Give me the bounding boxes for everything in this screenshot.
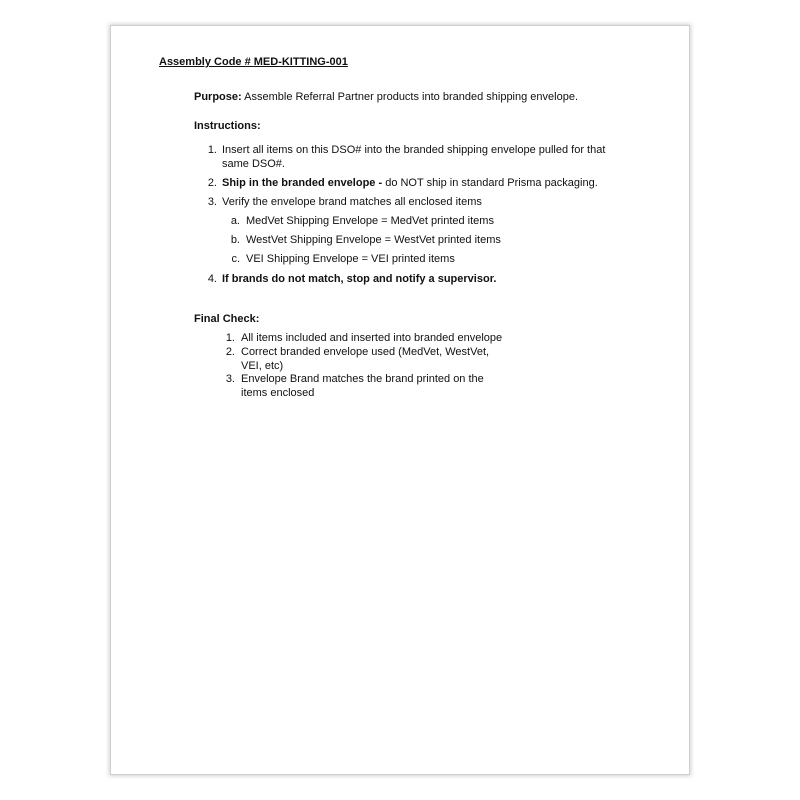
instruction-3-number: 3. (207, 196, 217, 208)
instructions-heading: Instructions: (194, 120, 261, 132)
final-check-2-line2: VEI, etc) (241, 360, 284, 372)
document-page (110, 25, 690, 775)
subitem-b-letter: b. (230, 234, 240, 246)
purpose-text: Assemble Referral Partner products into branded shipping envelope. (241, 91, 578, 103)
instruction-1-line1: Insert all items on this DSO# into the branded shipping envelope pulled for that (222, 144, 606, 156)
subitem-a-text: MedVet Shipping Envelope = MedVet printed items (246, 215, 494, 227)
instruction-4-text: If brands do not match, stop and notify a supervisor. (222, 273, 497, 285)
final-check-heading: Final Check: (194, 313, 260, 325)
assembly-code-title: Assembly Code # MED-KITTING-001 (159, 56, 348, 68)
purpose-line (194, 90, 578, 104)
instruction-1-line2: same DSO#. (222, 158, 285, 170)
instruction-2-line (222, 176, 598, 190)
purpose-label: Purpose: (194, 91, 242, 103)
instruction-4-number: 4. (207, 273, 217, 285)
instruction-2-text: do NOT ship in standard Prisma packaging. (382, 177, 598, 189)
instruction-1-number: 1. (207, 144, 217, 156)
subitem-c-text: VEI Shipping Envelope = VEI printed items (246, 253, 455, 265)
final-check-2-line1: Correct branded envelope used (MedVet, WestVet, (241, 346, 490, 358)
subitem-b-text: WestVet Shipping Envelope = WestVet printed items (246, 234, 501, 246)
final-check-3-line1: Envelope Brand matches the brand printed on the (241, 373, 484, 385)
instruction-3-text: Verify the envelope brand matches all enclosed items (222, 196, 482, 208)
final-check-2-number: 2. (225, 346, 235, 358)
instruction-2-number: 2. (207, 177, 217, 189)
instruction-2-bold: Ship in the branded envelope - (222, 177, 383, 189)
final-check-3-number: 3. (225, 373, 235, 385)
subitem-a-letter: a. (230, 215, 240, 227)
final-check-3-line2: items enclosed (241, 387, 315, 399)
final-check-1-text: All items included and inserted into branded envelope (241, 332, 503, 344)
final-check-1-number: 1. (225, 332, 235, 344)
subitem-c-letter: c. (231, 253, 240, 265)
